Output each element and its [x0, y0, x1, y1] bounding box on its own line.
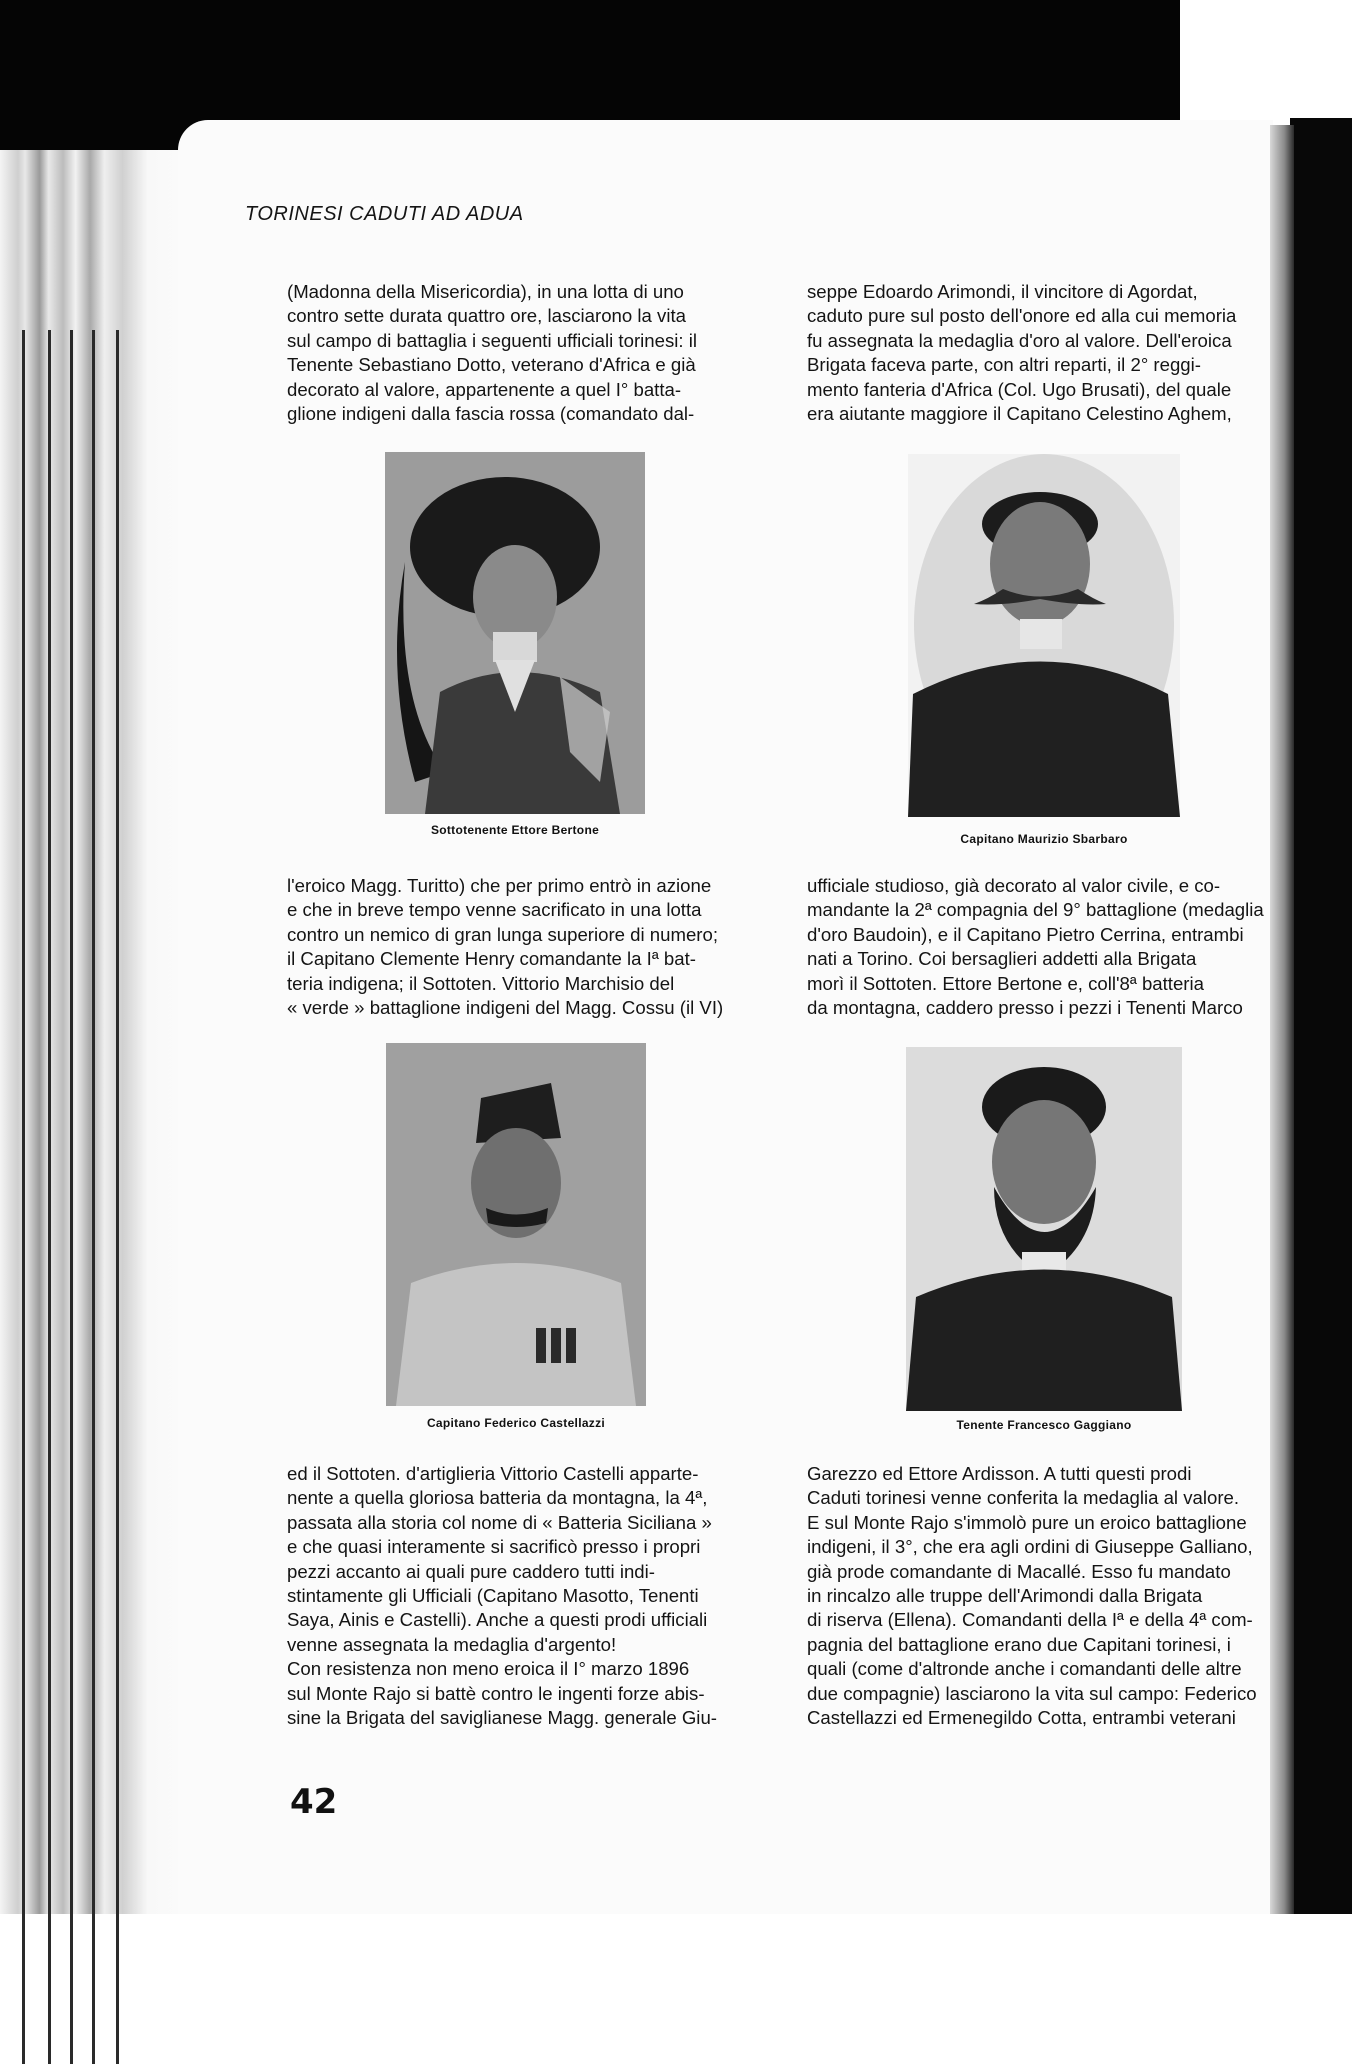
portrait-bertone-illustration — [385, 452, 645, 814]
text-column-right-3 — [807, 1462, 1277, 1730]
text-column-left-3 — [287, 1462, 767, 1730]
spine-line — [116, 330, 119, 2064]
portrait-photo-castellazzi — [386, 1043, 646, 1406]
caption-bertone: Sottotenente Ettore Bertone — [430, 823, 600, 837]
scan-light-corner — [1180, 0, 1352, 130]
running-head: TORINESI CADUTI AD ADUA — [245, 203, 524, 225]
paragraph: (Madonna della Misericordia), in una lotta di uno contro sette durata quattro ore, lasciarono la vita sul campo di battaglia i seguenti ufficiali torinesi: il Tenente Sebastiano Dotto, veterano d'Africa e già decorato al valore, appartenente a quel I° batta- glione indigeni dalla fascia rossa (comandato dal- — [287, 281, 697, 425]
portrait-sbarbaro-illustration — [908, 454, 1180, 817]
spine-line — [48, 330, 51, 2064]
spine-line — [70, 330, 73, 2064]
scan-dark-right — [1290, 118, 1352, 1914]
book-spine-pages — [0, 150, 180, 1914]
paragraph: l'eroico Magg. Turitto) che per primo entrò in azione e che in breve tempo venne sacrificato in una lotta contro un nemico di gran lunga superiore di numero; il Capitano Clemente Henry comandante la Iª bat- teria indigena; il Sottoten. Vittorio Marchisio del « verde » battaglione indigeni del Magg. Cossu (il VI) — [287, 875, 724, 1019]
caption-gaggiano: Tenente Francesco Gaggiano — [956, 1418, 1132, 1432]
text-column-left-2 — [287, 874, 767, 1020]
portrait-photo-gaggiano — [906, 1047, 1182, 1411]
caption-castellazzi: Capitano Federico Castellazzi — [426, 1416, 606, 1430]
text-column-right-1 — [807, 280, 1277, 426]
text-column-right-2 — [807, 874, 1277, 1020]
paragraph: ufficiale studioso, già decorato al valor civile, e co- mandante la 2ª compagnia del 9° battaglione (medaglia d'oro Baudoin), e il Capitano Pietro Cerrina, entrambi nati a Torino. Coi bersaglieri addetti alla Brigata morì il Sottoten. Ettore Bertone e, coll'8ª batteria da montagna, caddero presso i pezzi i Tenenti Marco — [807, 875, 1264, 1019]
spine-line — [22, 330, 25, 2064]
portrait-photo-bertone — [385, 452, 645, 814]
page-number: 42 — [290, 1782, 338, 1822]
paragraph: seppe Edoardo Arimondi, il vincitore di Agordat, caduto pure sul posto dell'onore ed alla cui memoria fu assegnata la medaglia d'oro al valore. Dell'eroica Brigata faceva parte, con altri reparti, il 2° reggi- mento fanteria d'Africa (Col. Ugo Brusati), del quale era aiutante maggiore il Capitano Celestino Aghem, — [807, 281, 1237, 425]
text-column-left-1 — [287, 280, 767, 426]
spine-line — [92, 330, 95, 2064]
portrait-gaggiano-illustration — [906, 1047, 1182, 1411]
portrait-photo-sbarbaro — [908, 454, 1180, 817]
portrait-castellazzi-illustration — [386, 1043, 646, 1406]
paragraph: ed il Sottoten. d'artiglieria Vittorio Castelli apparte- nente a quella gloriosa batteria da montagna, la 4ª, passata alla storia col nome di « Batteria Siciliana » e che quasi interamente si sacrificò presso i propri pezzi accanto ai quali pure caddero tutti indi- stintamente gli Ufficiali (Capitano Masotto, Tenenti Saya, Ainis e Castelli). Anche a questi prodi ufficiali venne assegnata la medaglia d'argento! Con resistenza non meno eroica il I° marzo 1896 sul Monte Rajo si battè contro le ingenti forze abis- sine la Brigata del saviglianese Magg. generale Giu- — [287, 1463, 717, 1729]
paragraph: Garezzo ed Ettore Ardisson. A tutti questi prodi Caduti torinesi venne conferita la medaglia al valore. E sul Monte Rajo s'immolò pure un eroico battaglione indigeni, il 3°, che era agli ordini di Giuseppe Galliano, già prode comandante di Macallé. Esso fu mandato in rincalzo alle truppe dell'Arimondi dalla Brigata di riserva (Ellena). Comandanti della Iª e della 4ª com- pagnia del battaglione erano due Capitani torinesi, i quali (come d'altronde anche i comandanti delle altre due compagnie) lasciarono la vita sul campo: Federico Castellazzi ed Ermenegildo Cotta, entrambi veterani — [807, 1463, 1257, 1729]
caption-sbarbaro: Capitano Maurizio Sbarbaro — [960, 832, 1128, 846]
